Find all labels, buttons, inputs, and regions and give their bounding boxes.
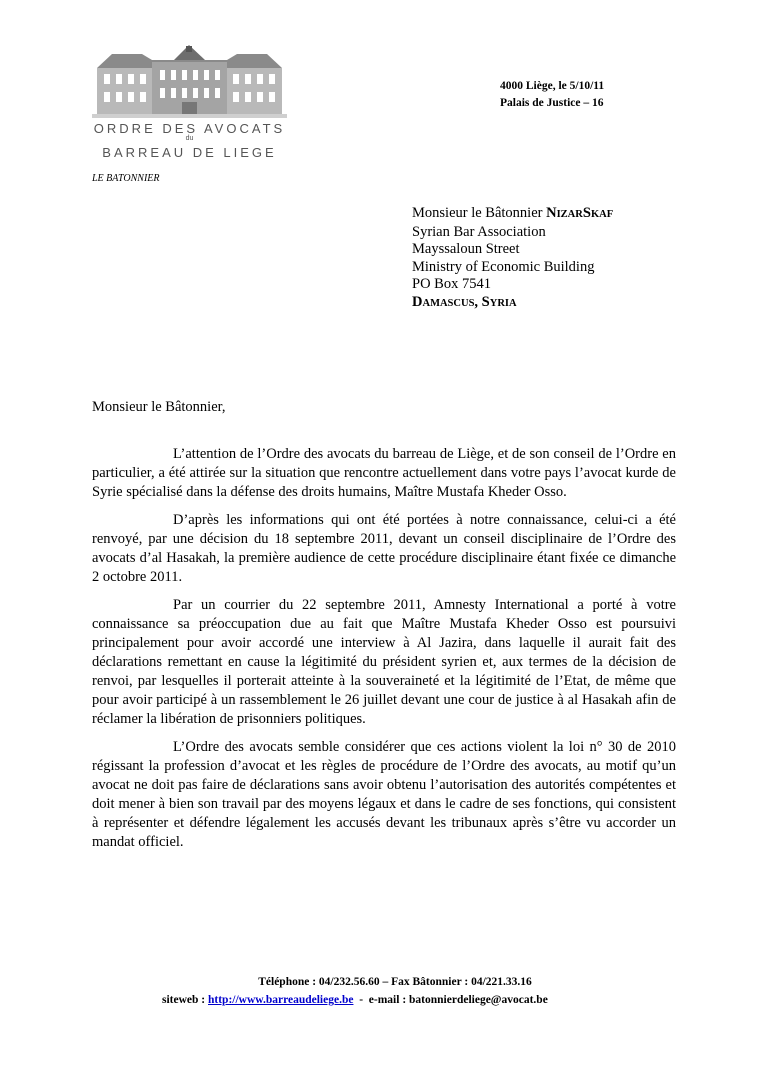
footer-email: e-mail : batonnierdeliege@avocat.be	[368, 994, 548, 1006]
logo-connector: du	[185, 135, 194, 142]
paragraph: L’Ordre des avocats semble considérer que ces actions violent la loi n° 30 de 2010 régissant la profession d’avocat et les règles de procédure de l’Ordre des avocats, au motif qu’un avocat ne doit pas faire de déclarations sans avoir obtenu l’autorisation des autorités compétentes et doit mener à bien son travail par des moyens légaux et dans le cadre de ses fonctions, qui consistent à représenter et défendre légalement les accusés devant les tribunaux après s’être vu accorder un mandat officiel.	[92, 739, 676, 850]
location: Palais de Justice – 16	[500, 97, 604, 109]
letter-body	[92, 445, 676, 861]
city-part: , S	[474, 293, 490, 310]
recipient-name-part: IZAR	[556, 209, 583, 220]
recipient-title: Monsieur le Bâtonnier	[412, 205, 547, 221]
recipient-address	[412, 205, 613, 312]
paragraph: Par un courrier du 22 septembre 2011, Amnesty International a porté à votre connaissance sa préoccupation due au fait que Maître Mustafa Kheder Osso est poursuivi principalement pour avoir accordé une interview à Al Jazira, dans laquelle il aurait fait des déclarations remettant en cause la légitimité du président syrien et, aux termes de la décision de renvoi, par lesquelles il porterait atteinte à la souveraineté et la légitimité de l’Etat, de même que pour avoir participé à un rassemblement le 26 juillet devant une cour de justice à al Hasakah afin de réclamer la libération de prisonniers politiques.	[92, 597, 676, 727]
recipient-street: Mayssaloun Street	[412, 241, 520, 257]
letter-header	[500, 78, 604, 112]
sender-label: LE BATONNIER	[92, 173, 160, 184]
site-label: siteweb :	[162, 994, 208, 1006]
recipient-name-part: KAF	[590, 209, 614, 220]
city-part: YRIA	[489, 297, 517, 309]
footer-web	[92, 991, 676, 1009]
recipient-org: Syrian Bar Association	[412, 223, 546, 240]
city-part: D	[412, 293, 423, 310]
place-date: 4000 Liège, le 5/10/11	[500, 80, 605, 92]
courthouse-icon	[92, 40, 287, 120]
footer-separator: -	[353, 994, 369, 1006]
recipient-building: Ministry of Economic Building	[412, 258, 595, 275]
footer-phones: Téléphone : 04/232.56.60 – Fax Bâtonnier : 04/221.33.16	[258, 976, 532, 988]
footer	[92, 973, 676, 1009]
recipient-name-line	[412, 205, 613, 224]
paragraph: L’attention de l’Ordre des avocats du barreau de Liège, et de son conseil de l’Ordre en particulier, a été attirée sur la situation que rencontre actuellement dans votre pays l’avocat kurde de Syrie spécialisé dans la défense des droits humains, Maître Mustafa Kheder Osso.	[92, 446, 676, 500]
recipient-city	[412, 294, 613, 313]
recipient-name-part: N	[546, 205, 557, 221]
paragraph: D’après les informations qui ont été portées à notre connaissance, celui-ci a été renvoyé, par une décision du 18 septembre 2011, devant un conseil disciplinaire de l’Ordre des avocats d’al Hasakah, la première audience de cette procédure disciplinaire étant fixée ce dimanche 2 octobre 2011.	[92, 512, 676, 585]
website-link[interactable]: http://www.barreaudeliege.be	[208, 994, 354, 1006]
city-part: AMASCUS	[422, 297, 475, 309]
recipient-po-box: PO Box 7541	[412, 276, 491, 292]
recipient-name-part: S	[582, 205, 591, 221]
logo-subtitle: BARREAU DE LIEGE	[102, 145, 277, 160]
salutation: Monsieur le Bâtonnier,	[92, 399, 226, 415]
logo-title: ORDRE DES AVOCATS	[93, 121, 286, 136]
